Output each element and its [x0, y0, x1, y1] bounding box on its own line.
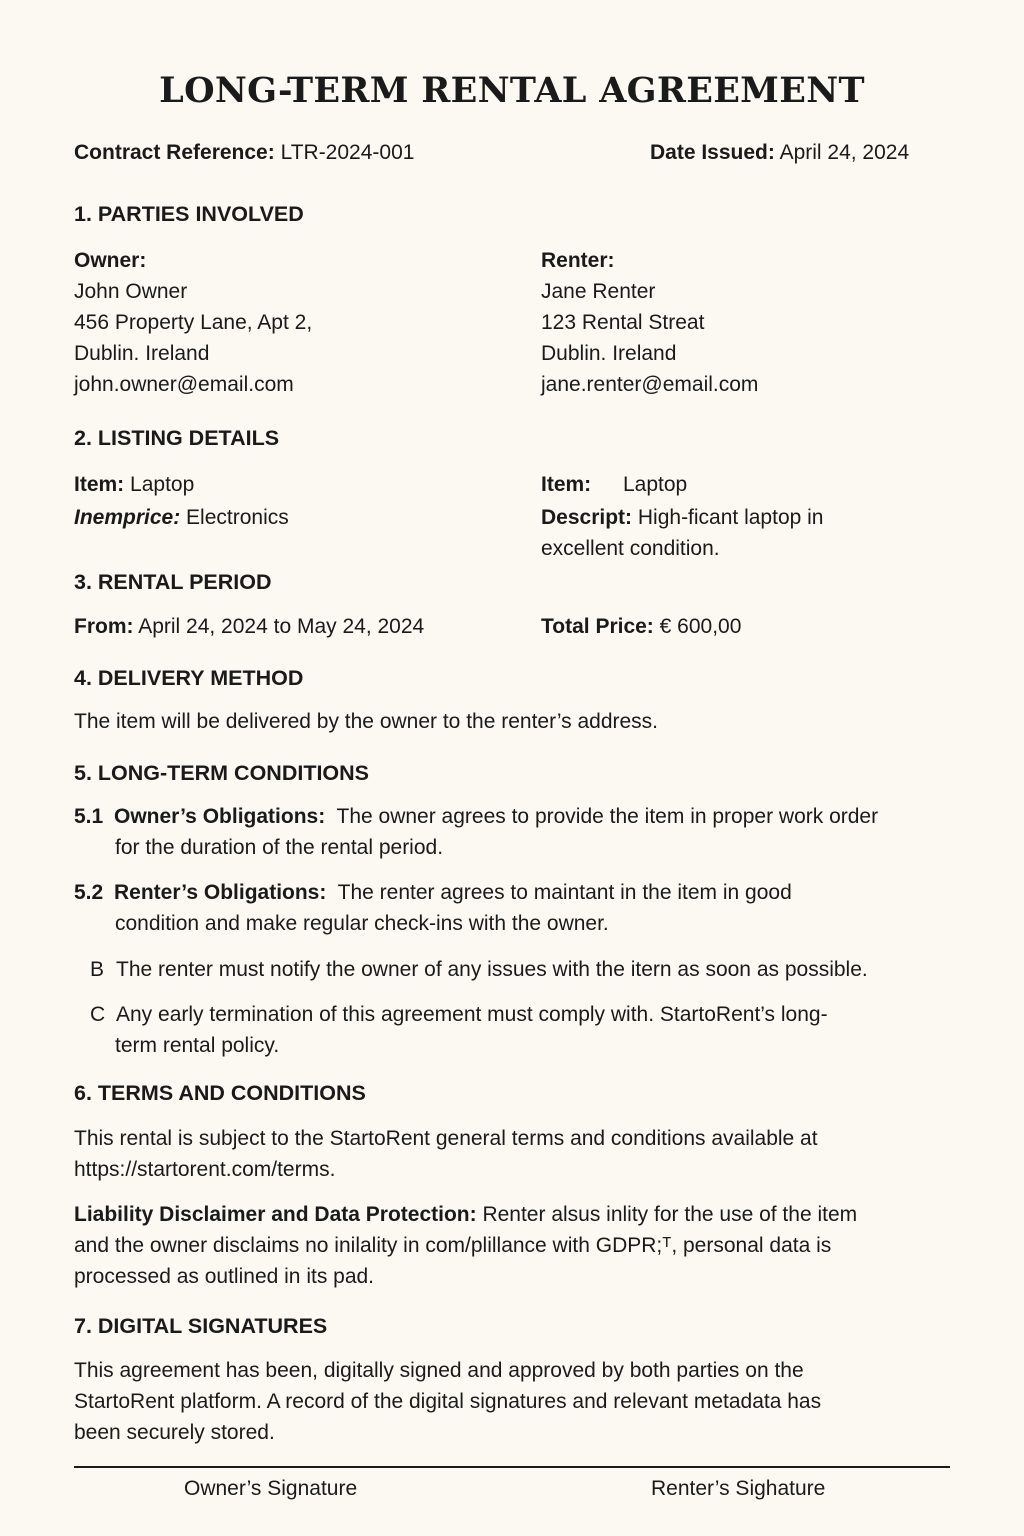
condition-owner-obligations	[74, 801, 964, 863]
condition-text-1: The renter must notify the owner of any issues with the itern as soon as possible.	[116, 958, 868, 981]
listing-item-value-right: Laptop	[623, 473, 688, 496]
condition-text-2: term rental policy.	[115, 1034, 280, 1057]
signatures-text	[74, 1355, 964, 1448]
section-heading-signatures: 7. DIGITAL SIGNATURES	[74, 1314, 328, 1338]
owner-email: john.owner@email.com	[74, 373, 294, 396]
condition-letter: C	[90, 1003, 106, 1026]
signature-line	[74, 1466, 950, 1468]
listing-description-value-1: High-ficant laptop in	[637, 506, 824, 529]
contract-reference-value: LTR-2024-001	[280, 141, 415, 164]
terms-text-line-1: This rental is subject to the StartoRent general terms and conditions available at	[74, 1127, 818, 1150]
liability-label: Liability Disclaimer and Data Protection:	[74, 1203, 477, 1226]
liability-text-line-2: and the owner disclaims no inilality in com/plillance with GDPR;ᵀ, personal data is	[74, 1234, 832, 1257]
section-heading-delivery: 4. DELIVERY METHOD	[74, 666, 304, 690]
delivery-text: The item will be delivered by the owner to the renter’s address.	[74, 710, 659, 733]
owner-signature-label: Owner’s Signature	[184, 1477, 358, 1500]
condition-number: 5.2	[74, 881, 104, 904]
from-label: From:	[74, 615, 134, 638]
terms-text-line-2: https://startorent.com/terms.	[74, 1158, 336, 1181]
listing-category-label: Inemprice:	[74, 506, 181, 529]
date-issued	[650, 137, 909, 168]
listing-description-value-2: excellent condition.	[541, 537, 720, 560]
renter-email: jane.renter@email.com	[541, 373, 759, 396]
total-price	[541, 611, 741, 642]
condition-text-1: The renter agrees to maintant in the item in good	[337, 881, 792, 904]
renter-address-line-1: 123 Rental Streat	[541, 311, 705, 334]
signatures-text-line-1: This agreement has been, digitally signed and approved by both parties on the	[74, 1359, 804, 1382]
renter-name: Jane Renter	[541, 280, 656, 303]
contract-reference	[74, 137, 414, 168]
renter-address-line-2: Dublin. Ireland	[541, 342, 677, 365]
condition-label: Owner’s Obligations:	[114, 805, 326, 828]
renter-signature-label: Renter’s Sighature	[651, 1477, 826, 1500]
condition-letter: B	[90, 958, 105, 981]
document-title: LONG-TERM RENTAL AGREEMENT	[159, 70, 865, 111]
listing-item-label-right: Item:	[541, 473, 592, 496]
condition-text-1: Any early termination of this agreement must comply with. StartoRent’s long-	[116, 1003, 828, 1026]
date-issued-value: April 24, 2024	[779, 141, 910, 164]
section-heading-parties: 1. PARTIES INVOLVED	[74, 202, 304, 226]
rental-period	[74, 611, 424, 642]
condition-text-1: The owner agrees to provide the item in proper work order	[336, 805, 879, 828]
date-issued-label: Date Issued:	[650, 141, 775, 164]
section-heading-conditions: 5. LONG-TERM CONDITIONS	[74, 761, 370, 785]
listing-right	[541, 469, 823, 564]
condition-text-2: condition and make regular check-ins with the owner.	[115, 912, 609, 935]
signatures-text-line-3: been securely stored.	[74, 1421, 275, 1444]
owner-label: Owner:	[74, 249, 147, 272]
owner-address-line-2: Dublin. Ireland	[74, 342, 210, 365]
owner-block	[74, 245, 312, 400]
condition-label: Renter’s Obligations:	[114, 881, 327, 904]
condition-number: 5.1	[74, 805, 104, 828]
total-price-value: € 600,00	[659, 615, 742, 638]
from-value: April 24, 2024 to May 24, 2024	[138, 615, 425, 638]
renter-block	[541, 245, 758, 400]
section-heading-listing: 2. LISTING DETAILS	[74, 426, 280, 450]
listing-category-value: Electronics	[186, 506, 289, 529]
signatures-text-line-2: StartoRent platform. A record of the digital signatures and relevant metadata has	[74, 1390, 822, 1413]
condition-b	[74, 954, 964, 985]
liability-text-line-1: Renter alsus inlity for the use of the item	[482, 1203, 858, 1226]
listing-item-value: Laptop	[130, 473, 195, 496]
listing-left	[74, 469, 289, 533]
section-heading-period: 3. RENTAL PERIOD	[74, 570, 272, 594]
owner-name: John Owner	[74, 280, 188, 303]
liability-text-line-3: processed as outlined in its pad.	[74, 1265, 375, 1288]
owner-address-line-1: 456 Property Lane, Apt 2,	[74, 311, 313, 334]
renter-label: Renter:	[541, 249, 615, 272]
condition-text-2: for the duration of the rental period.	[115, 836, 444, 859]
liability-disclaimer	[74, 1199, 964, 1292]
condition-c	[74, 999, 964, 1061]
contract-reference-label: Contract Reference:	[74, 141, 275, 164]
condition-renter-obligations	[74, 877, 964, 939]
section-heading-terms: 6. TERMS AND CONDITIONS	[74, 1081, 366, 1105]
terms-text	[74, 1123, 964, 1185]
listing-description-label: Descript:	[541, 506, 633, 529]
listing-item-label: Item:	[74, 473, 125, 496]
total-price-label: Total Price:	[541, 615, 654, 638]
